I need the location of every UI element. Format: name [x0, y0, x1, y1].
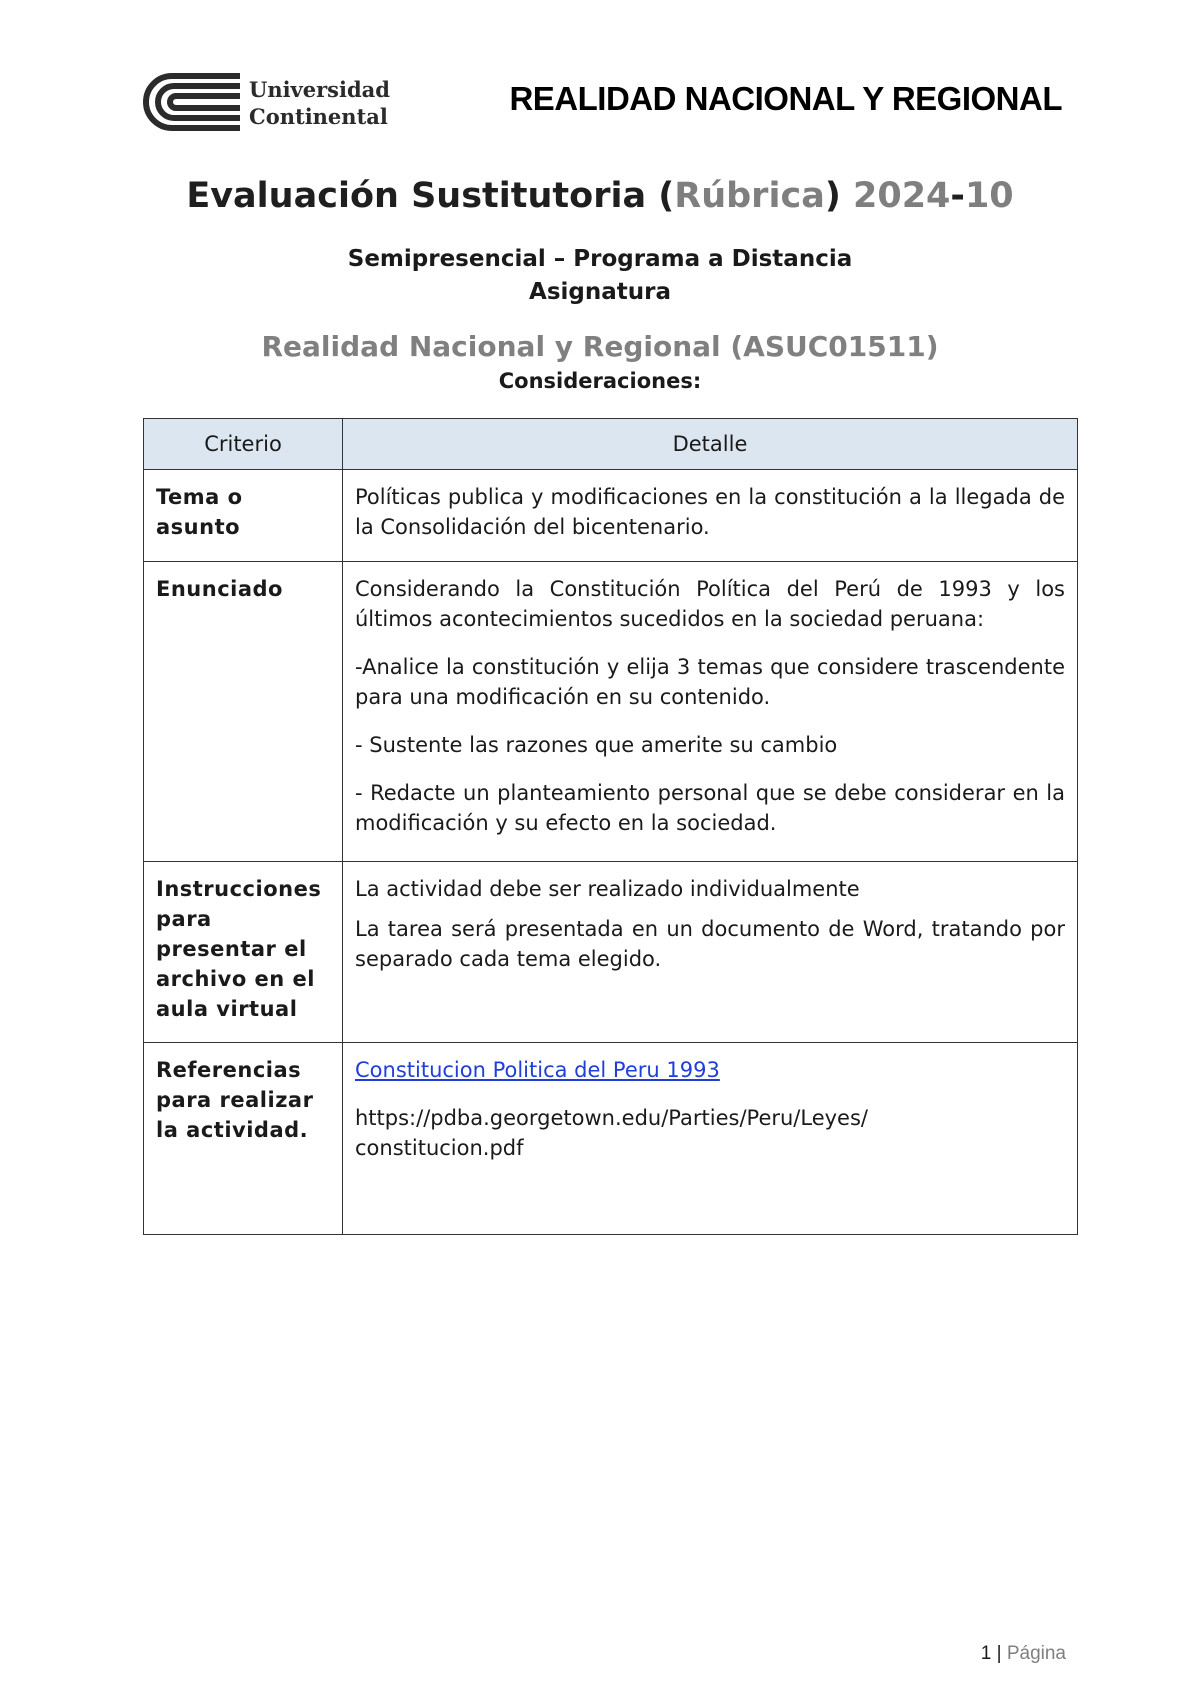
- criterio-cell: Tema o asunto: [144, 470, 343, 562]
- course-header-title: REALIDAD NACIONAL Y REGIONAL: [509, 80, 1062, 117]
- reference-url: https://pdba.georgetown.edu/Parties/Peru/Leyes/ constitucion.pdf: [355, 1106, 868, 1160]
- page-separator: |: [996, 1643, 1002, 1664]
- modality-subtitle: Semipresencial – Programa a Distancia: [347, 246, 853, 272]
- title-part-3: ): [824, 176, 853, 216]
- page-label: Página: [1006, 1643, 1066, 1664]
- detalle-paragraph: Considerando la Constitución Política del Perú de 1993 y los últimos acontecimientos sucedidos en la sociedad peruana:: [355, 577, 1065, 631]
- universidad-continental-logo-icon: [142, 70, 242, 134]
- table-header-row: [144, 419, 1078, 470]
- page-footer: [981, 1643, 1066, 1665]
- page-title: [0, 176, 1200, 216]
- title-part-6: 10: [964, 176, 1014, 216]
- table-row: [144, 562, 1078, 862]
- considerations-heading: Consideraciones:: [498, 369, 702, 393]
- detalle-cell: [343, 562, 1078, 862]
- constitution-reference-link[interactable]: Constitucion Politica del Peru 1993: [355, 1058, 720, 1082]
- detalle-paragraph: La tarea será presentada en un documento de Word, tratando por separado cada tema elegido.: [355, 917, 1065, 971]
- detalle-cell: [343, 470, 1078, 562]
- detalle-cell: [343, 862, 1078, 1043]
- detalle-paragraph: - Redacte un planteamiento personal que se debe considerar en la modificación y su efecto en la sociedad.: [355, 781, 1065, 835]
- logo-wordmark: [249, 76, 390, 130]
- course-name: Realidad Nacional y Regional (ASUC01511): [261, 330, 939, 363]
- reference-link-paragraph: [355, 1055, 1065, 1085]
- table-row: [144, 862, 1078, 1043]
- column-header-detalle: Detalle: [343, 419, 1078, 470]
- criterio-cell: Referencias para realizar la actividad.: [144, 1043, 343, 1235]
- logo-line-2: Continental: [249, 104, 388, 129]
- title-part-1: Evaluación Sustitutoria (: [186, 176, 675, 216]
- page-header: [142, 70, 1062, 142]
- criterio-cell: Instrucciones para presentar el archivo en el aula virtual: [144, 862, 343, 1043]
- title-part-4: 2024: [853, 176, 951, 216]
- detalle-paragraph: Políticas publica y modificaciones en la constitución a la llegada de la Consolidación del bicentenario.: [355, 485, 1065, 539]
- detalle-cell: [343, 1043, 1078, 1235]
- title-part-5: -: [950, 176, 965, 216]
- title-part-2: Rúbrica: [674, 176, 825, 216]
- table-row: [144, 1043, 1078, 1235]
- criterio-cell: Enunciado: [144, 562, 343, 862]
- table-row: [144, 470, 1078, 562]
- detalle-paragraph: - Sustente las razones que amerite su cambio: [355, 733, 838, 757]
- subject-label: Asignatura: [529, 279, 671, 305]
- column-header-criterio: Criterio: [144, 419, 343, 470]
- page-number: 1: [980, 1643, 992, 1664]
- rubric-table: [143, 418, 1078, 1235]
- university-logo: [142, 70, 392, 140]
- detalle-paragraph: -Analice la constitución y elija 3 temas que considere trascendente para una modificación en su contenido.: [355, 655, 1065, 709]
- detalle-paragraph: La actividad debe ser realizado individualmente: [355, 877, 860, 901]
- logo-line-1: Universidad: [249, 77, 390, 102]
